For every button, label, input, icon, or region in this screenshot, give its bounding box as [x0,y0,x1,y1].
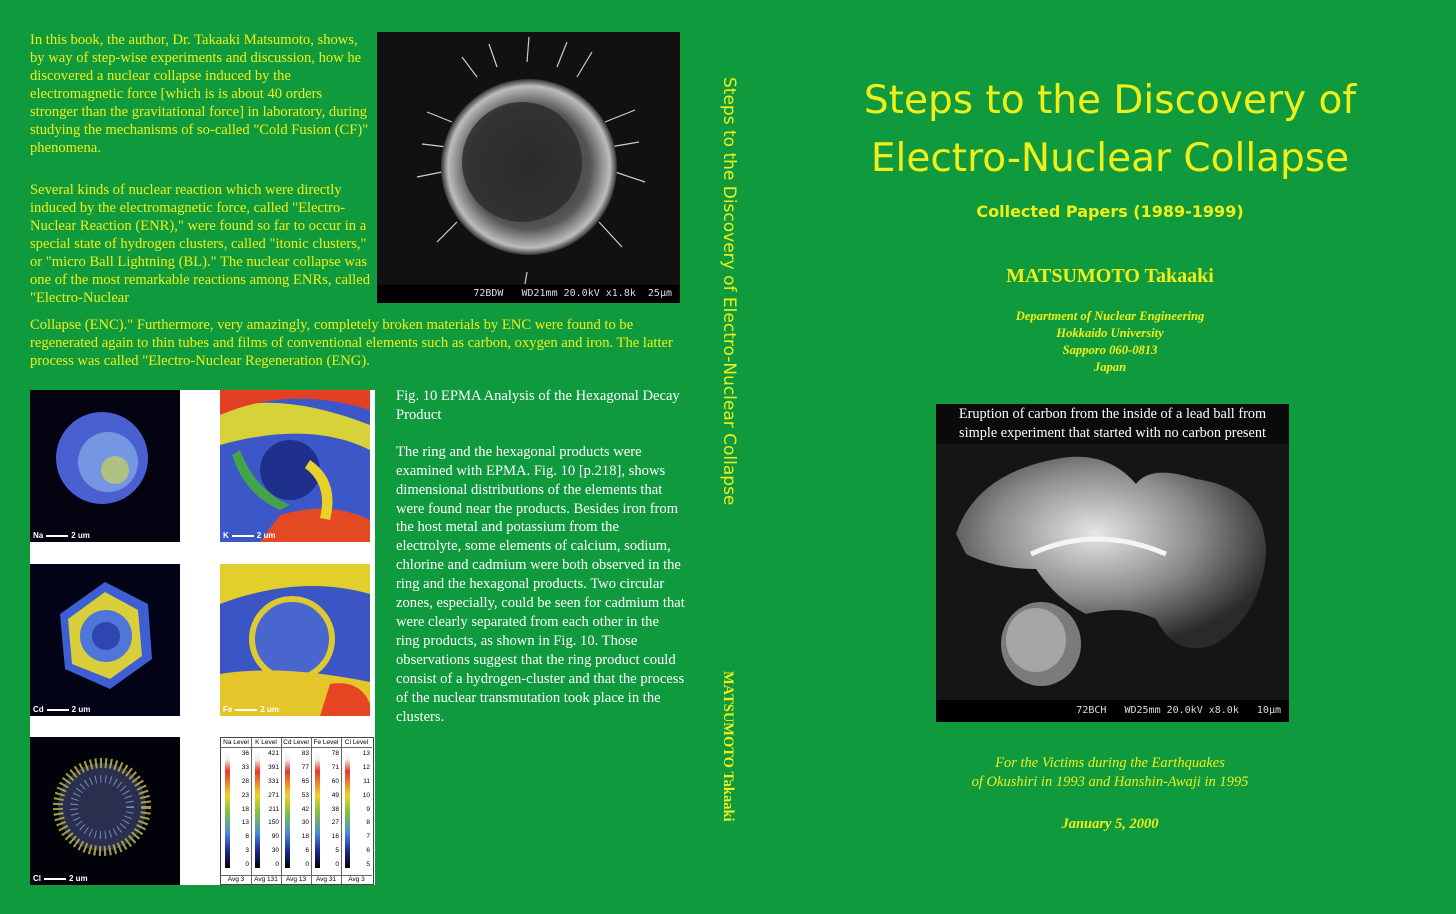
front-title-line-1: Steps to the Discovery of [863,78,1357,123]
epma-tile-fe [220,564,370,716]
epma-tile-label: Na 2 um [33,531,90,540]
sem-micrograph-spiky-ball [377,32,680,303]
epma-tile-label: Cd 2 um [33,705,91,714]
spine-author-text: MATSUMOTO Takaaki [720,671,736,822]
sem-spiky-ball-image [377,32,680,285]
front-cover-micrograph [936,404,1289,722]
sem-scale-bar: 72BDW WD21mm 20.0kV x1.8k 25µm [377,285,680,303]
epma-cl-map [30,737,180,885]
epma-k-map [220,390,370,542]
front-subtitle: Collected Papers (1989-1999) [976,202,1244,221]
back-paragraph-1 [30,31,370,157]
spine-author [719,671,745,871]
legend-column-na: Na Level 36 33 28 23 18 13 8 3 0 Avg 3 [221,738,252,884]
epma-tile-label: Cl 2 um [33,874,88,883]
front-affiliation [760,308,1456,376]
epma-tile-cd [30,564,180,716]
affiliation-department: Department of Nuclear Engineering [1015,309,1205,323]
epma-tile-cl [30,737,180,885]
epma-figure [30,390,375,885]
back-paragraph-2b: Collapse (ENC)." Furthermore, very amazingly, completely broken materials by ENC were found to be regenerated again to thin tubes and films of conventional elements such as carbon, oxygen and iron. The latter process was called "Electro-Nuclear Regeneration (ENG). [30,317,673,369]
epma-level-legend [220,737,374,885]
figure-description: The ring and the hexagonal products were examined with EPMA. Fig. 10 [p.218], shows dimensional distributions of the elements that were found near the products. Besides iron from the host metal and potassium from the electrolyte, some elements of calcium, sodium, chlorine and cadmium were both observed in the ring and the hexagonal products. Two circular zones, especially, could be seen for cadmium that were clearly separated from each other in the ring products, as shown in Fig. 10. Those observations suggest that the ring product could consist of a hydrogen-cluster and that the process of the nuclear transmutation took place in the clusters. [396,443,685,725]
front-title-line-2: Electro-Nuclear Collapse [870,136,1350,181]
affiliation-university: Hokkaido University [1056,326,1164,340]
front-author: MATSUMOTO Takaaki [1006,265,1214,287]
spine-title-text: Steps to the Discovery of Electro-Nuclear Collapse [719,77,739,506]
legend-column-cl: Cl Level 13 12 11 10 9 8 7 6 5 Avg 3 [341,738,372,884]
epma-cd-map [30,564,180,716]
epma-fe-map [220,564,370,716]
legend-column-fe: Fe Level 78 71 60 49 38 27 16 5 0 Avg 31 [311,738,342,884]
photo-scale-bar: 72BCH WD25mm 20.0kV x8.0k 10µm [936,700,1289,722]
affiliation-city: Sapporo 060-0813 [1062,343,1158,357]
epma-tile-k [220,390,370,542]
front-title [760,72,1456,188]
dedication: For the Victims during the Earthquakes of Okushiri in 1993 and Hanshin-Awaji in 1995 [971,755,1249,790]
legend-column-cd: Cd Level 83 77 65 53 42 30 18 6 0 Avg 13 [281,738,312,884]
epma-na-map [30,390,180,542]
publication-date: January 5, 2000 [1061,816,1159,832]
spine-title [719,77,745,547]
back-paragraph-1-text: In this book, the author, Dr. Takaaki Matsumoto, shows, by way of step-wise experiments and discussion, how he discovered a nuclear collapse induced by the electromagnetic force [which is is about 40 orders stronger than the gravitational force] in laboratory, during studying the mechanisms of so-called "Cold Fusion (CF)" phenomena. [30,32,369,156]
carbon-eruption-image [936,404,1289,722]
epma-tile-label: K 2 um [223,531,276,540]
epma-tile-na [30,390,180,542]
epma-tile-label: Fe 2 um [223,705,280,714]
figure-caption: Fig. 10 EPMA Analysis of the Hexagonal Decay Product [396,388,680,423]
affiliation-country: Japan [1093,360,1127,374]
legend-column-k: K Level 421 391 331 271 211 150 90 30 0 Avg 131 [251,738,282,884]
figure-caption-block [396,387,686,744]
photo-caption: Eruption of carbon from the inside of a lead ball from simple experiment that started with no carbon present [958,406,1267,441]
back-paragraph-2a: Several kinds of nuclear reaction which were directly induced by the electromagnetic force, called "Electro-Nuclear Reaction (ENR)," were found so far to occur in a special state of hydrogen clusters, called "itonic clusters," or "micro Ball Lightning (BL)." The nuclear collapse was one of the most remarkable reactions among ENRs, called "Electro-Nuclear [30,182,371,306]
